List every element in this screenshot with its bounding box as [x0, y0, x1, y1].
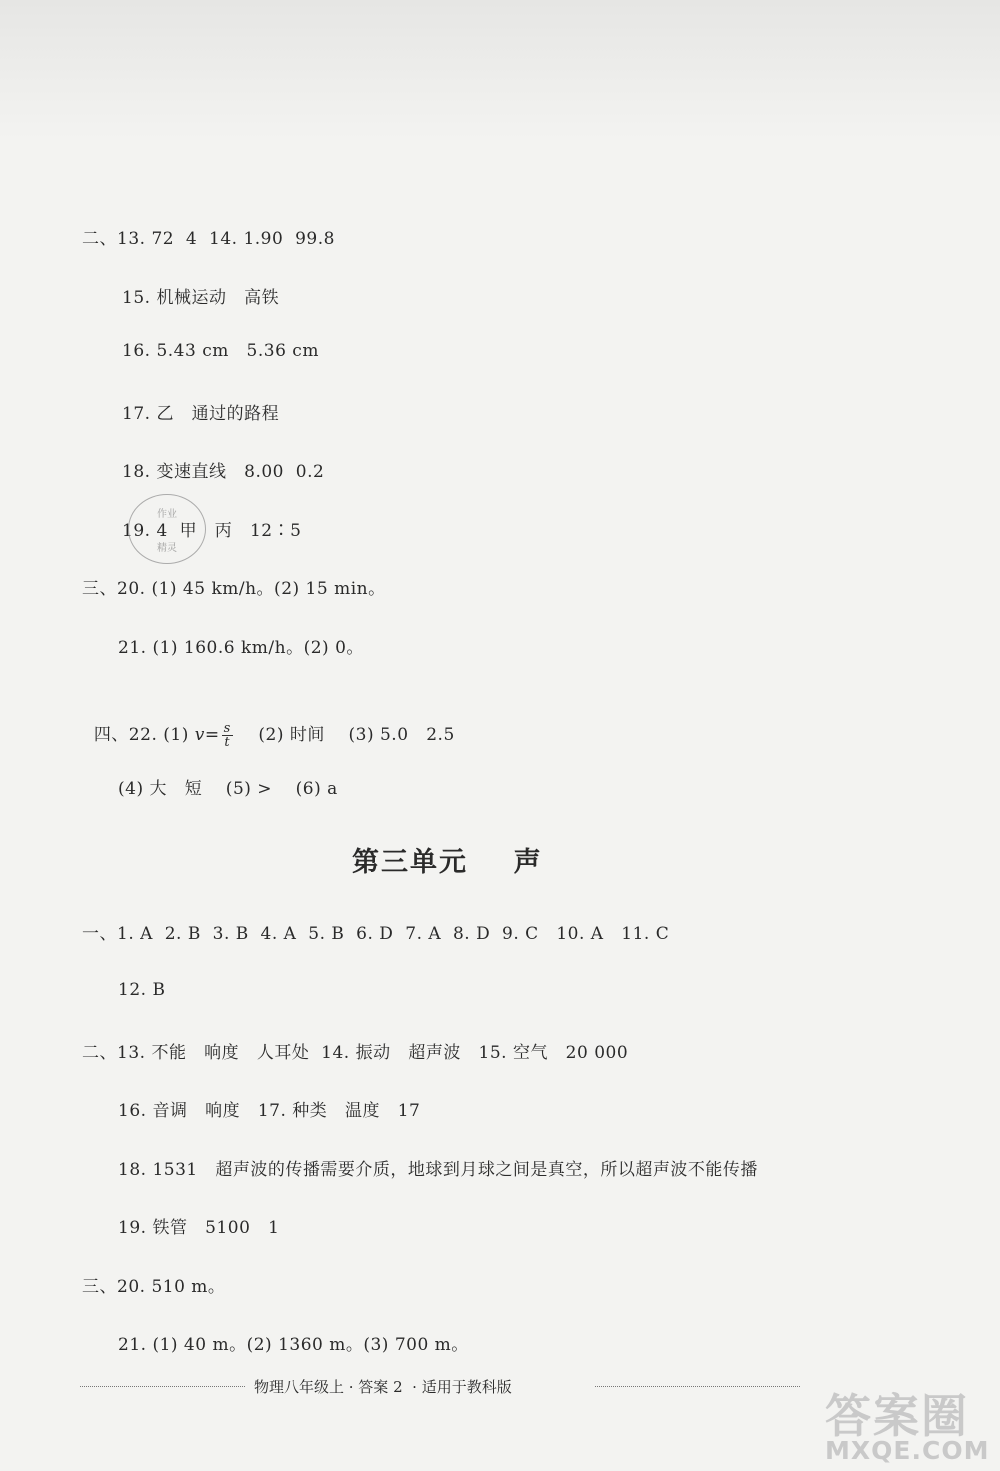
answer-line: 21. (1) 160.6 km/h。(2) 0。: [118, 638, 364, 658]
answer-line: 16. 5.43 cm 5.36 cm: [122, 341, 319, 361]
footer-dotted-rule-left: [80, 1386, 245, 1387]
answer-line: 三、20. 510 m。: [82, 1277, 226, 1297]
answer-line: (4) 大 短 (5) > (6) a: [118, 779, 338, 799]
answer-line: 12. B: [118, 980, 166, 1000]
formula-prefix: 四、22. (1): [93, 725, 195, 745]
footer-text: 物理八年级上 · 答案 2 · 适用于教科版: [254, 1378, 512, 1396]
page-footer: [80, 1376, 800, 1396]
answer-line: 三、20. (1) 45 km/h。(2) 15 min。: [82, 579, 386, 599]
answer-line: 21. (1) 40 m。(2) 1360 m。(3) 700 m。: [118, 1335, 469, 1355]
stamp-logo: [128, 494, 206, 564]
answer-line: 19. 铁管 5100 1: [118, 1218, 280, 1238]
watermark-logo: [820, 1380, 990, 1465]
fraction-numerator: s: [223, 721, 231, 736]
answer-line: 一、1. A 2. B 3. B 4. A 5. B 6. D 7. A 8. D 9. C 10. A 11. C: [82, 924, 670, 944]
answer-line: 15. 机械运动 高铁: [122, 288, 280, 308]
footer-dotted-rule-right: [595, 1386, 800, 1387]
answer-line: 18. 变速直线 8.00 0.2: [122, 462, 325, 482]
unit-title: 第三单元 声: [352, 847, 543, 878]
answer-line: 17. 乙 通过的路程: [122, 404, 280, 424]
answer-line: 19. 4 甲 丙 12∶5: [122, 521, 302, 541]
answer-line: 18. 1531 超声波的传播需要介质，地球到月球之间是真空，所以超声波不能传播: [118, 1160, 758, 1180]
answer-line: 二、13. 72 4 14. 1.90 99.8: [82, 229, 335, 249]
velocity-variable: v: [194, 725, 205, 745]
watermark-text-top: 答案圈: [825, 1389, 969, 1443]
stamp-text-bottom: 精灵: [157, 543, 177, 554]
answer-line: 二、13. 不能 响度 人耳处 14. 振动 超声波 15. 空气 20 000: [82, 1043, 629, 1063]
equals-sign: =: [204, 725, 220, 745]
scan-top-shadow: [0, 0, 1000, 140]
answer-line: 16. 音调 响度 17. 种类 温度 17: [118, 1101, 421, 1121]
fraction-denominator: t: [224, 735, 231, 750]
fraction: [222, 722, 233, 749]
answer-line-formula: [82, 700, 455, 749]
stamp-text-top: 作业: [157, 509, 177, 520]
formula-suffix: (2) 时间 (3) 5.0 2.5: [234, 725, 455, 745]
watermark-text-bottom: MXQE.COM: [825, 1436, 990, 1465]
